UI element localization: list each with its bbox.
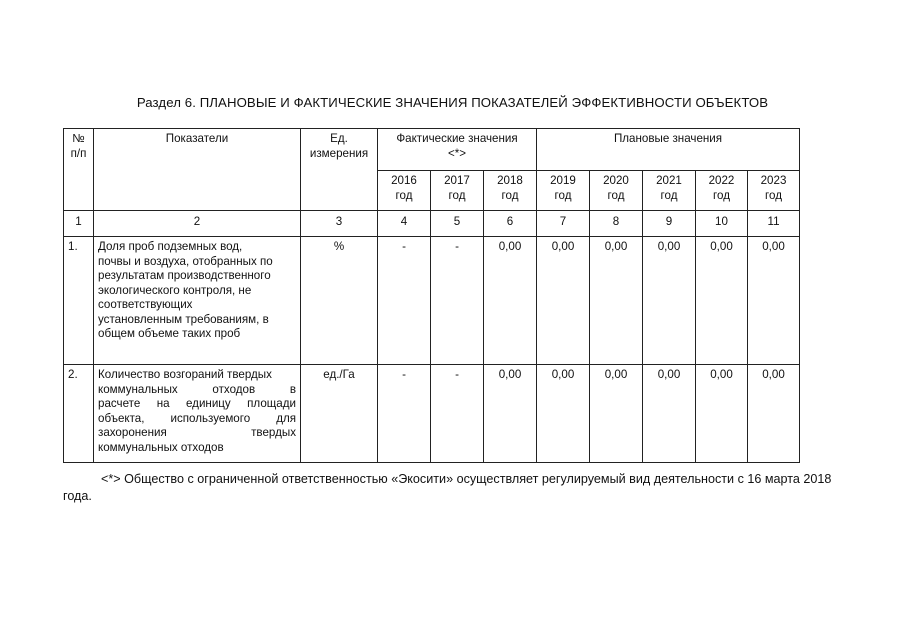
year-label: год [713,188,730,202]
year-value: 2021 [656,174,682,187]
indicator-line: расчете на единицу площади [98,397,296,410]
header-num-line1: № [72,132,85,145]
header-actual [378,129,537,171]
indicator-name [94,237,301,365]
indicator-line: почвы и воздуха, отобранных по [98,254,273,268]
header-indicators: Показатели [94,129,301,211]
value-cell: 0,00 [696,237,748,365]
indicator-line: установленным требованиям, в [98,312,269,326]
header-unit-line1: Ед. [330,132,348,145]
value-cell: 0,00 [484,237,537,365]
value-cell: 0,00 [643,237,696,365]
year-cell [748,171,800,211]
year-cell [378,171,431,211]
column-number: 3 [301,211,378,237]
indicator-line: экологического контроля, не [98,283,252,297]
header-num-line2: п/п [70,146,87,160]
value-cell: - [431,365,484,463]
value-cell: 0,00 [484,365,537,463]
table-row [64,237,800,365]
unit-cell: ед./Га [301,365,378,463]
year-label: год [448,188,466,202]
header-unit [301,129,378,211]
footnote: <*> Общество с ограниченной ответственностью «Экосити» осуществляет регулируемый вид деятельности с 16 марта 2018 года. [63,472,832,503]
column-number: 8 [590,211,643,237]
year-value: 2022 [708,174,735,187]
year-label: год [765,188,782,202]
indicator-line: результатам производственного [98,269,271,282]
table-row [64,365,800,463]
indicator-line: соответствующих [98,298,193,311]
column-number: 6 [484,211,537,237]
year-cell [484,171,537,211]
year-label: год [660,188,678,202]
year-cell [696,171,748,211]
value-cell: 0,00 [537,237,590,365]
header-actual-line1: Фактические значения [396,132,518,145]
header-unit-line2: измерения [309,146,369,160]
column-number: 7 [537,211,590,237]
value-cell: - [431,237,484,365]
indicator-line: Доля проб подземных вод, [98,240,243,253]
year-label: год [607,188,625,202]
column-number: 1 [64,211,94,237]
value-cell: - [378,365,431,463]
indicator-line: объекта, используемого для [98,411,296,425]
year-cell [590,171,643,211]
year-label: год [554,188,572,202]
value-cell: 0,00 [537,365,590,463]
column-number: 11 [748,211,800,237]
indicator-line: общем объеме таких проб [98,327,241,340]
value-cell: 0,00 [748,365,800,463]
header-planned: Плановые значения [537,129,800,171]
value-cell: 0,00 [696,365,748,463]
year-value: 2018 [497,174,523,187]
unit-cell: % [301,237,378,365]
value-cell: 0,00 [590,237,643,365]
indicator-name [94,365,301,463]
column-number: 4 [378,211,431,237]
row-number: 1. [64,237,94,365]
column-number: 5 [431,211,484,237]
year-value: 2020 [603,174,629,187]
indicators-table [63,128,800,463]
year-label: год [501,188,519,202]
column-number: 9 [643,211,696,237]
column-number: 10 [696,211,748,237]
value-cell: 0,00 [643,365,696,463]
section-heading: Раздел 6. ПЛАНОВЫЕ И ФАКТИЧЕСКИЕ ЗНАЧЕНИЯ ПОКАЗАТЕЛЕЙ ЭФФЕКТИВНОСТИ ОБЪЕКТОВ [136,95,769,110]
year-cell [537,171,590,211]
year-cell [431,171,484,211]
year-value: 2017 [444,174,470,187]
column-number-row [64,211,800,237]
indicator-line: захоронения твердых [98,426,296,439]
value-cell: 0,00 [590,365,643,463]
year-label: год [395,188,413,202]
value-cell: 0,00 [748,237,800,365]
year-value: 2016 [391,174,417,187]
row-number: 2. [64,365,94,463]
header-num [64,129,94,211]
indicator-line: коммунальных отходов в [98,382,296,396]
year-value: 2019 [550,174,576,187]
table-header-row [64,129,800,171]
year-value: 2023 [760,174,787,187]
column-number: 2 [94,211,301,237]
header-actual-line2: <*> [447,146,467,160]
year-cell [643,171,696,211]
indicator-line: коммунальных отходов [98,440,224,454]
indicator-line: Количество возгораний твердых [98,368,272,381]
value-cell: - [378,237,431,365]
